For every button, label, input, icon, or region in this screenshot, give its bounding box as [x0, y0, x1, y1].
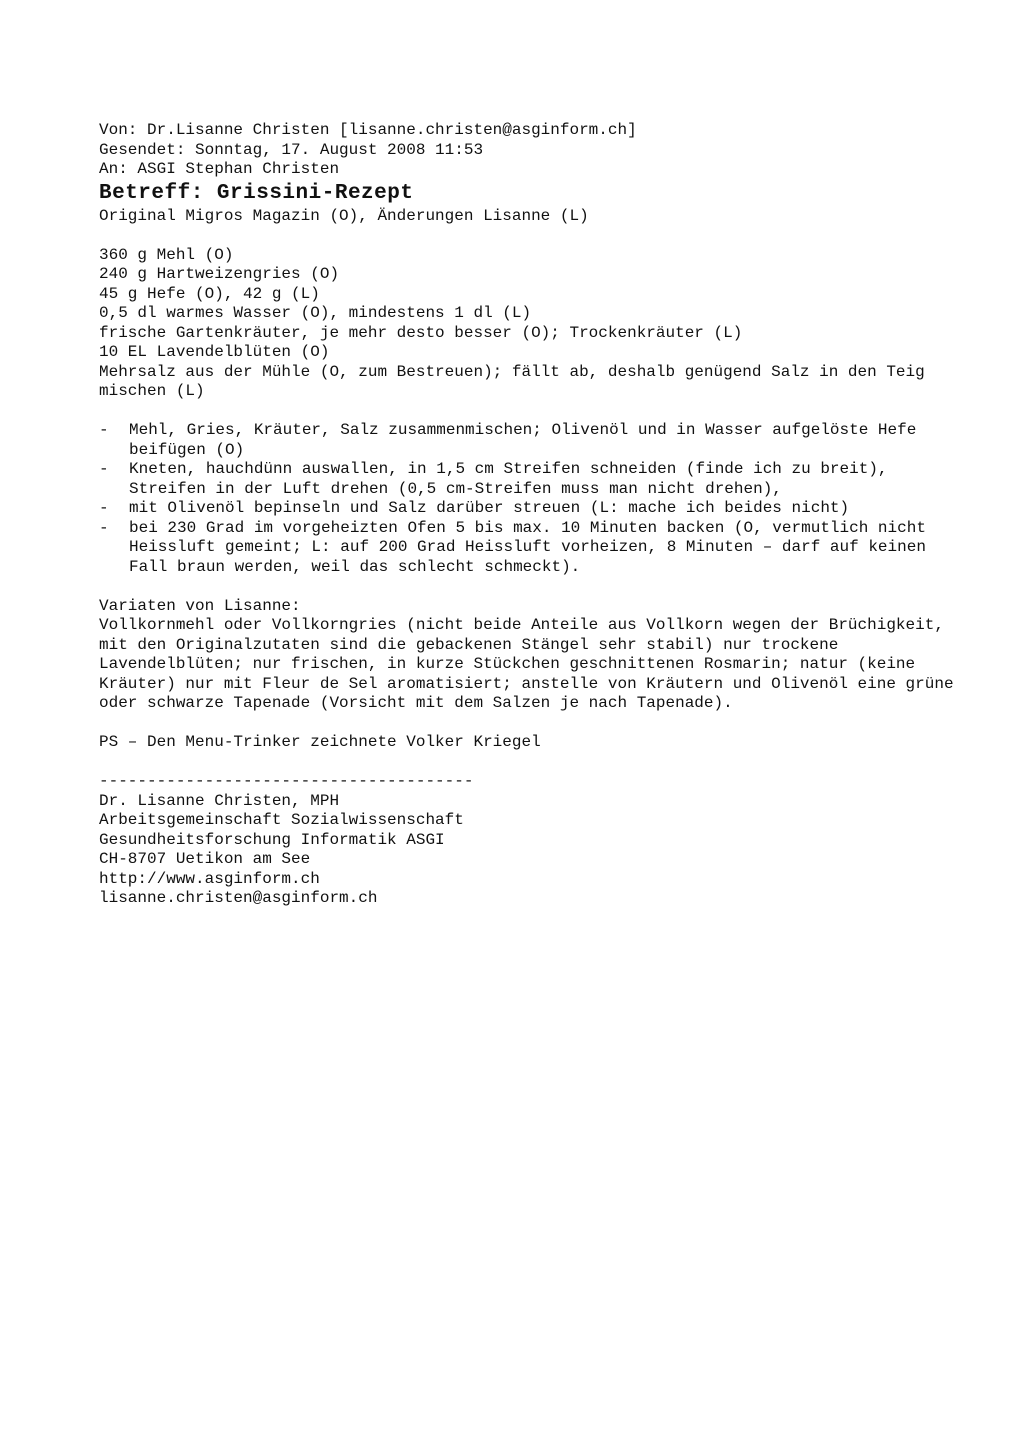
step-item [99, 499, 959, 519]
signature-org: Arbeitsgemeinschaft Sozialwissenschaft [99, 811, 464, 829]
ingredient-item: Mehrsalz aus der Mühle (O, zum Bestreuen); fällt ab, deshalb genügend Salz in den Teig mischen (L) [99, 362, 925, 400]
intro-line: Original Migros Magazin (O), Änderungen Lisanne (L) [99, 206, 589, 225]
ingredient-item: 45 g Hefe (O), 42 g (L) [99, 284, 320, 303]
step-item [99, 460, 959, 499]
step-text: Kneten, hauchdünn auswallen, in 1,5 cm Streifen schneiden (finde ich zu breit), Streifen in der Luft drehen (0,5 cm-Streifen muss man nicht drehen), [129, 460, 888, 498]
from-line: Von: Dr.Lisanne Christen [lisanne.christen@asginform.ch] [99, 121, 637, 139]
subject-line: Betreff: Grissini-Rezept [99, 181, 414, 205]
spacer [99, 753, 959, 773]
spacer [99, 714, 959, 734]
step-list [99, 421, 959, 577]
variations-heading: Variaten von Lisanne: [99, 596, 301, 615]
to-line: An: ASGI Stephan Christen [99, 160, 340, 178]
bullet-dash: - [99, 421, 109, 439]
ingredient-item: 240 g Hartweizengries (O) [99, 265, 340, 283]
email-document [99, 121, 959, 909]
ingredient-item: 0,5 dl warmes Wasser (O), mindestens 1 dl (L) [99, 304, 532, 322]
signature-separator: --------------------------------------- [99, 772, 474, 790]
variations-text: Vollkornmehl oder Vollkorngries (nicht beide Anteile aus Vollkorn wegen der Brüchigkeit, mit den Originalzutaten sind die gebackenen Stängel sehr stabil) nur trockene Lavendelblüten; nur frischen, in kurze Stückchen geschnittenen Rosmarin; natur (keine Kräuter) nur mit Fleur de Sel aromatisiert; anstelle von Kräutern und Olivenöl eine grüne oder schwarze Tapenade (Vorsicht mit dem Salzen je nach Tapenade). [99, 616, 954, 712]
step-text: Mehl, Gries, Kräuter, Salz zusammenmischen; Olivenöl und in Wasser aufgelöste Hefe beifügen (O) [129, 421, 917, 459]
ingredient-list [99, 246, 959, 402]
ingredient-item: frische Gartenkräuter, je mehr desto besser (O); Trockenkräuter (L) [99, 323, 743, 342]
ps-line: PS – Den Menu-Trinker zeichnete Volker Kriegel [99, 733, 541, 751]
step-item [99, 421, 959, 460]
step-text: bei 230 Grad im vorgeheizten Ofen 5 bis max. 10 Minuten backen (O, vermutlich nicht Heissluft gemeint; L: auf 200 Grad Heissluft vorheizen, 8 Minuten – darf auf keinen Fall braun werden, weil das schlecht schmeckt). [129, 518, 926, 576]
signature-website: http://www.asginform.ch [99, 869, 320, 888]
signature-address: CH-8707 Uetikon am See [99, 850, 311, 868]
spacer [99, 226, 959, 246]
spacer [99, 577, 959, 597]
signature-block [99, 772, 959, 909]
bullet-dash: - [99, 499, 109, 517]
step-item [99, 519, 959, 578]
signature-org: Gesundheitsforschung Informatik ASGI [99, 830, 445, 849]
bullet-dash: - [99, 460, 109, 478]
signature-name: Dr. Lisanne Christen, MPH [99, 791, 340, 810]
ingredient-item: 360 g Mehl (O) [99, 245, 234, 264]
signature-email: lisanne.christen@asginform.ch [99, 889, 378, 907]
spacer [99, 402, 959, 422]
bullet-dash: - [99, 518, 109, 537]
ingredient-item: 10 EL Lavendelblüten (O) [99, 343, 330, 361]
sent-line: Gesendet: Sonntag, 17. August 2008 11:53 [99, 140, 484, 159]
step-text: mit Olivenöl bepinseln und Salz darüber streuen (L: mache ich beides nicht) [129, 499, 850, 517]
